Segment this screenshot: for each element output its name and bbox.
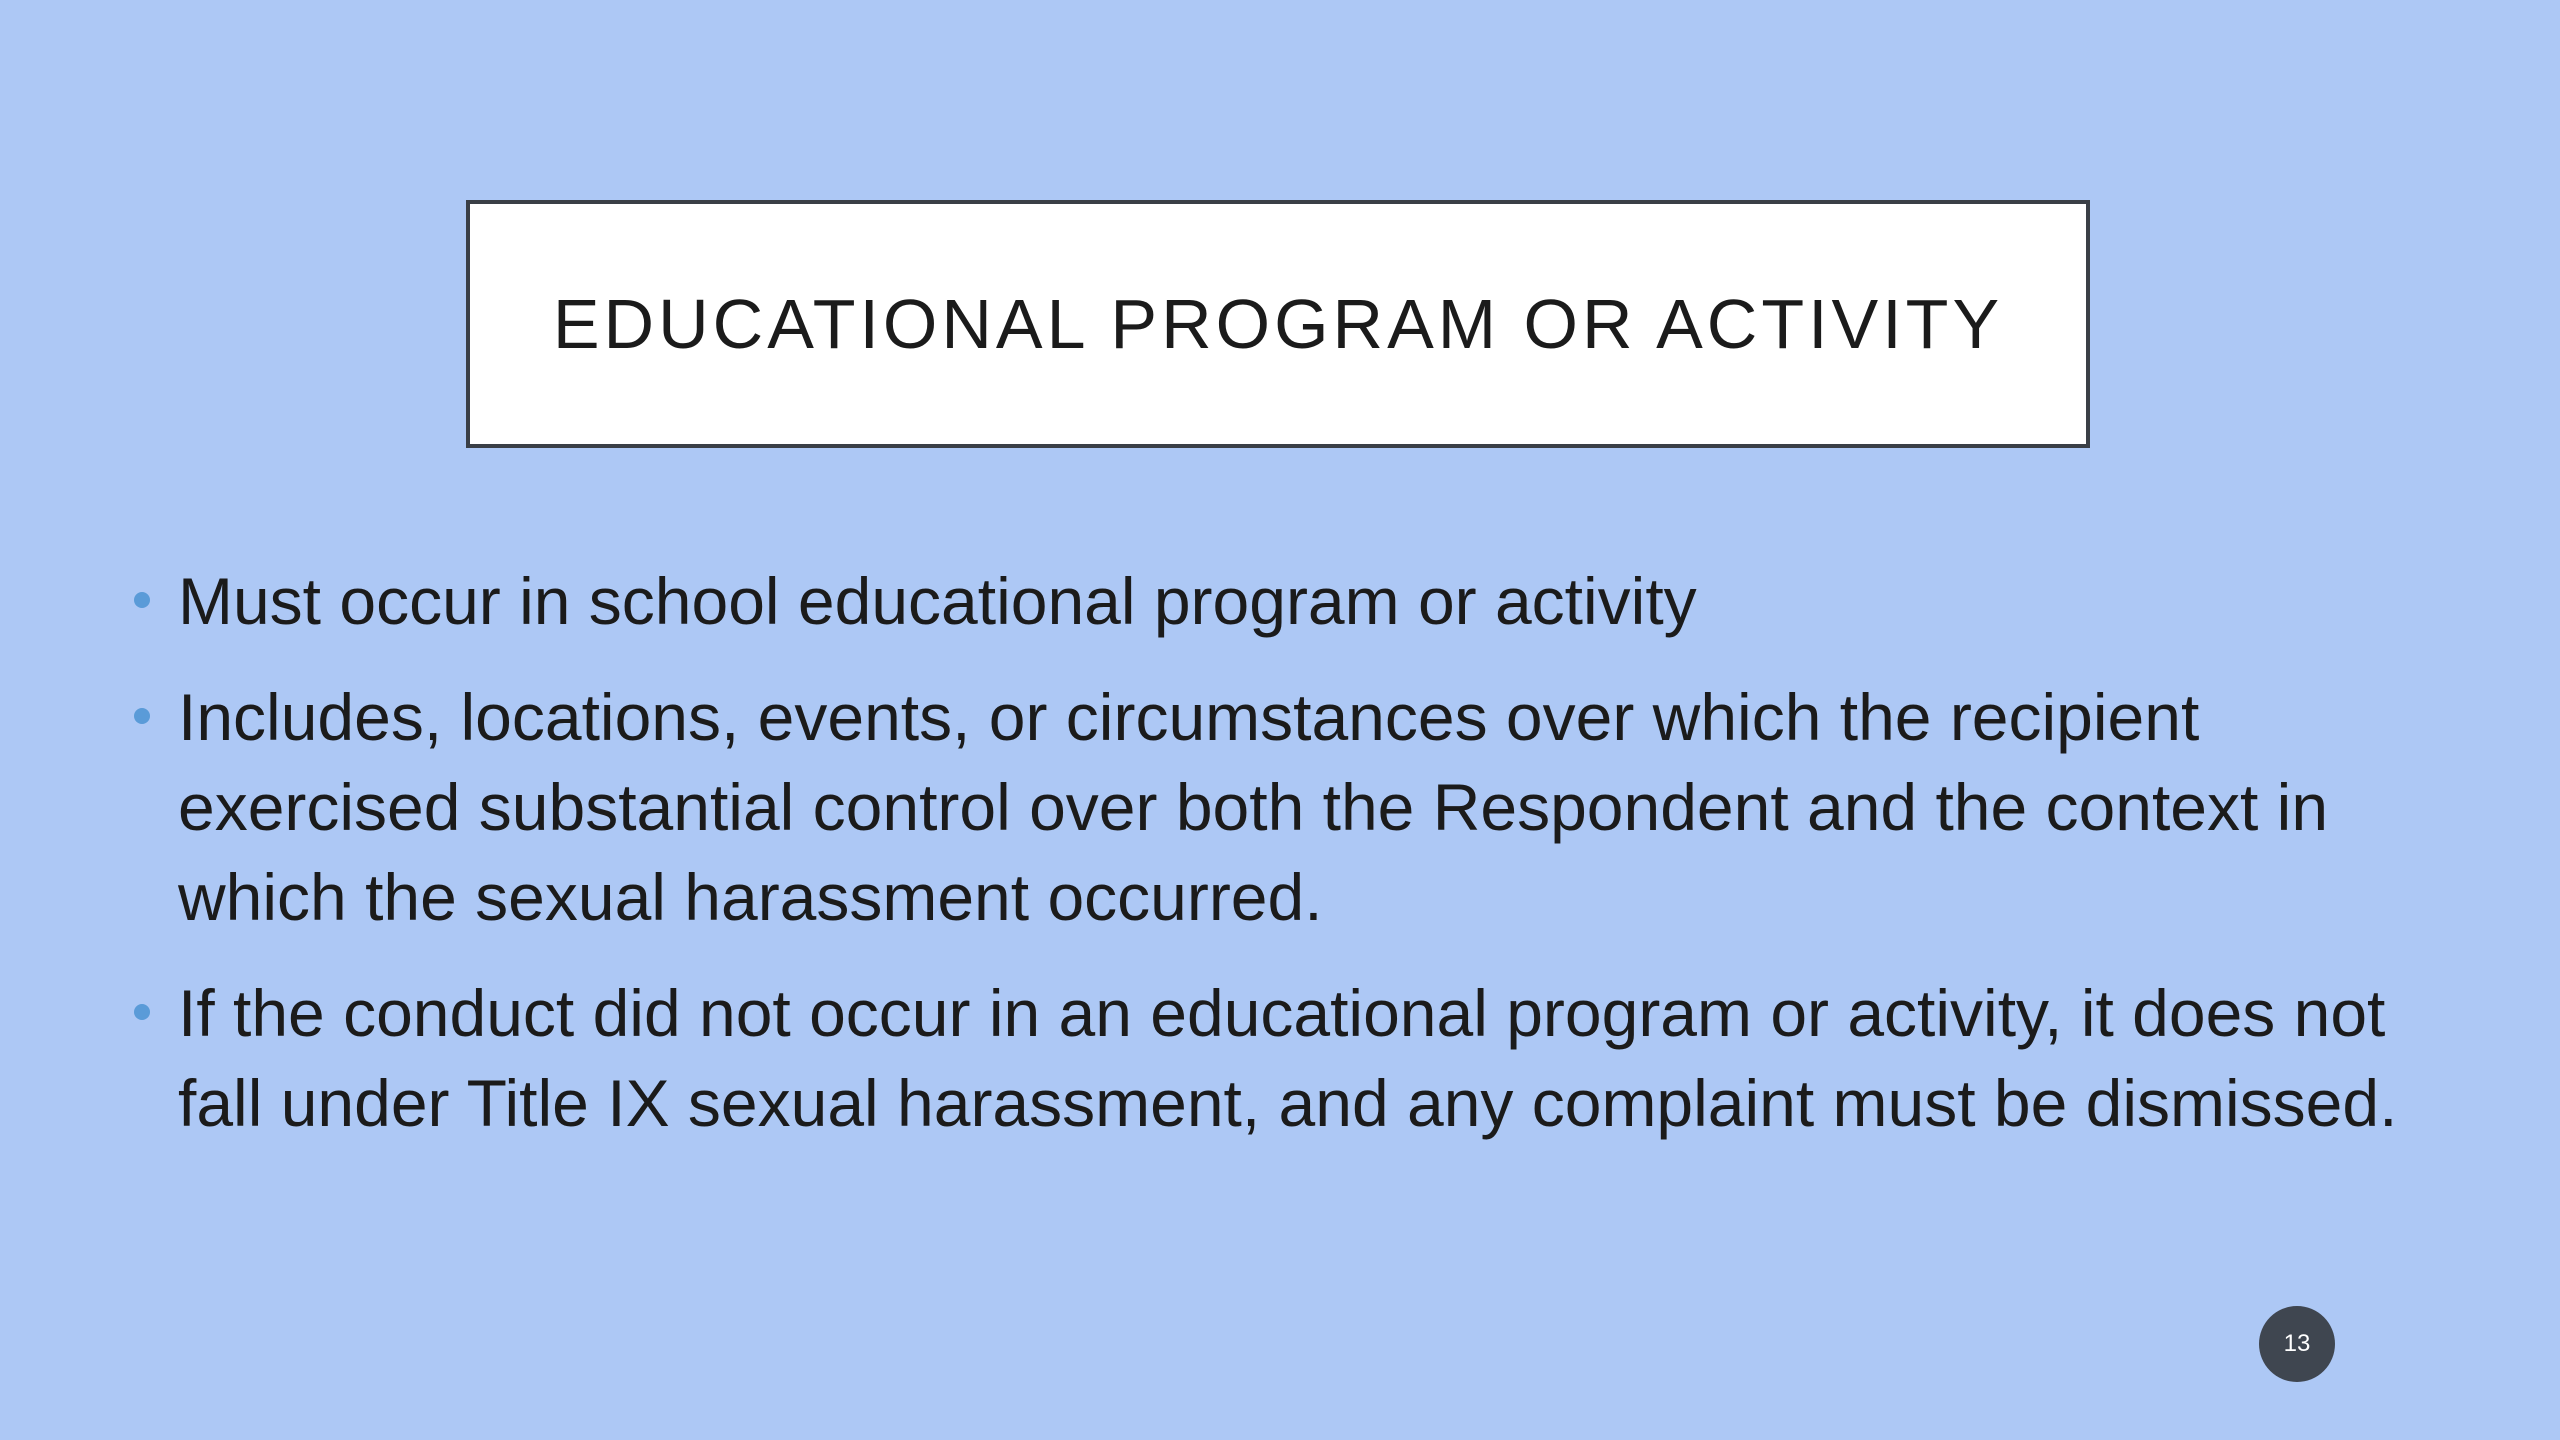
bullet-text: Includes, locations, events, or circumstances over which the recipient exercised substantial control over both the Respondent and the context in which the sexual harassment occurred. [178, 680, 2329, 934]
bullet-dot-icon [134, 1004, 150, 1020]
bullet-item [126, 556, 2416, 646]
bullet-text: If the conduct did not occur in an educational program or activity, it does not fall under Title IX sexual harassment, and any complaint must be dismissed. [178, 976, 2398, 1140]
bullet-text: Must occur in school educational program or activity [178, 564, 1697, 638]
bullet-item [126, 672, 2416, 942]
bullet-dot-icon [134, 708, 150, 724]
slide-title: EDUCATIONAL PROGRAM OR ACTIVITY [552, 285, 2004, 363]
page-number: 13 [2283, 1330, 2311, 1357]
bullet-item [126, 968, 2416, 1148]
bullet-dot-icon [134, 592, 150, 608]
title-box [466, 200, 2090, 448]
page-number-badge [2259, 1306, 2335, 1382]
bullet-list [126, 556, 2416, 1174]
